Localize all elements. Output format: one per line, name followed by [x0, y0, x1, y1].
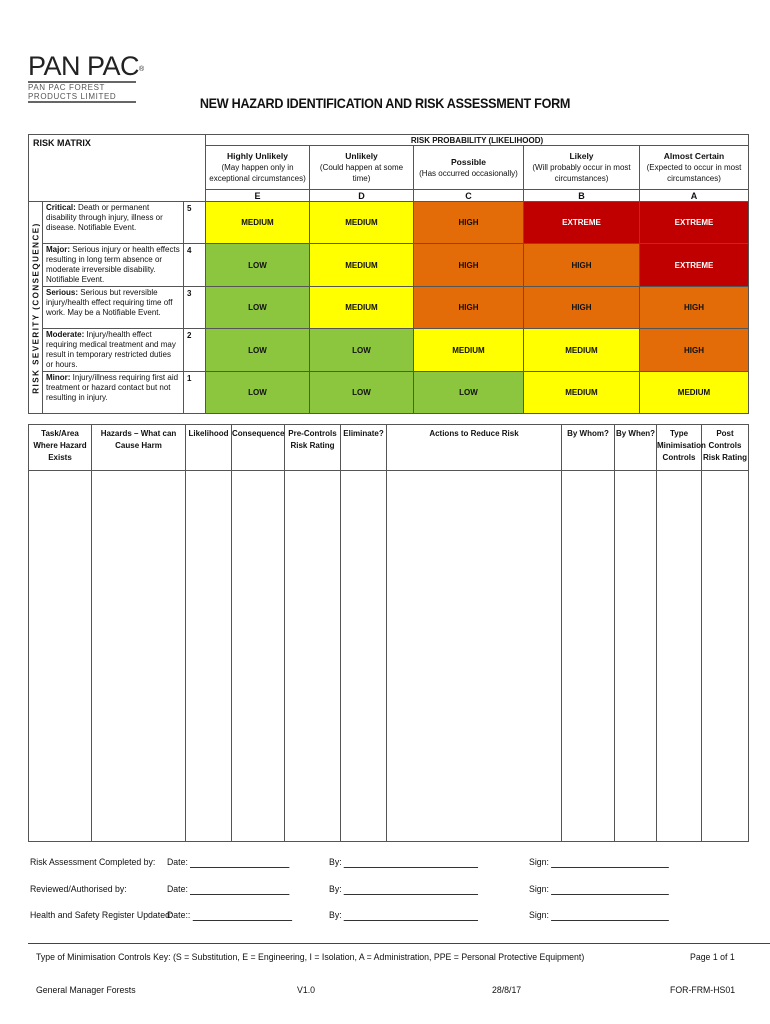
severity-text: Injury/health effect requiring medical treatment and may result in temporary restricted duties or hours.: [46, 330, 176, 369]
signoff-label: Health and Safety Register Updated:: [30, 910, 173, 921]
entry-cell[interactable]: [232, 471, 285, 842]
severity-number: 2: [184, 329, 206, 372]
severity-label: Moderate:: [46, 330, 85, 339]
entry-cell[interactable]: [186, 471, 232, 842]
likelihood-letter-C: C: [414, 190, 524, 202]
severity-text: Serious but reversible injury/health effect requiring time off work. May be a Notifiable Event.: [46, 288, 173, 317]
column-header: Consequence: [232, 425, 285, 471]
document-owner: General Manager Forests: [36, 985, 136, 996]
column-header: Task/Area Where Hazard Exists: [29, 425, 92, 471]
risk-cell: MEDIUM: [414, 329, 524, 372]
risk-cell: LOW: [206, 287, 310, 329]
risk-cell: MEDIUM: [206, 202, 310, 244]
likelihood-letter-B: B: [524, 190, 640, 202]
risk-cell: LOW: [414, 372, 524, 414]
severity-desc-5: [43, 202, 184, 244]
severity-number: 4: [184, 244, 206, 287]
severity-number: 3: [184, 287, 206, 329]
date-field[interactable]: Date:: [167, 857, 290, 868]
risk-cell: MEDIUM: [310, 287, 414, 329]
risk-cell: EXTREME: [640, 202, 749, 244]
severity-label: Serious:: [46, 288, 79, 297]
severity-label: Minor:: [46, 373, 71, 382]
likelihood-desc: (Expected to occur in most circumstances): [646, 163, 742, 183]
date-field[interactable]: Date:: [167, 884, 290, 895]
entry-cell[interactable]: [92, 471, 186, 842]
entry-cell[interactable]: [341, 471, 387, 842]
risk-cell: LOW: [310, 329, 414, 372]
company-logo: PAN PAC® PAN PAC FOREST PRODUCTS LIMITED: [28, 51, 144, 101]
entry-cell[interactable]: [29, 471, 92, 842]
by-field[interactable]: By:: [329, 884, 478, 895]
severity-number: 5: [184, 202, 206, 244]
risk-cell: MEDIUM: [524, 329, 640, 372]
document-date: 28/8/17: [492, 985, 522, 996]
severity-desc-4: [43, 244, 184, 287]
severity-text: Death or permanent disability through injury, illness or disease. Notifiable Event.: [46, 203, 163, 232]
risk-cell: HIGH: [640, 329, 749, 372]
risk-cell: MEDIUM: [640, 372, 749, 414]
column-header: Likelihood: [186, 425, 232, 471]
likelihood-header-C: [414, 146, 524, 190]
likelihood-name: Highly Unlikely: [227, 151, 288, 161]
column-header: By Whom?: [562, 425, 615, 471]
entry-cell[interactable]: [702, 471, 749, 842]
risk-cell: LOW: [206, 329, 310, 372]
likelihood-desc: (May happen only in exceptional circumstances): [209, 163, 306, 183]
risk-cell: LOW: [206, 372, 310, 414]
logo-tagline: PAN PAC FOREST PRODUCTS LIMITED: [28, 81, 136, 103]
severity-number: 1: [184, 372, 206, 414]
matrix-corner: RISK MATRIX: [29, 135, 206, 190]
risk-cell: MEDIUM: [310, 202, 414, 244]
risk-cell: LOW: [206, 244, 310, 287]
likelihood-header-B: [524, 146, 640, 190]
risk-cell: HIGH: [524, 244, 640, 287]
date-field[interactable]: Date::: [167, 910, 292, 921]
severity-label: Major:: [46, 245, 70, 254]
column-header: By When?: [615, 425, 657, 471]
hazard-table: [28, 424, 749, 842]
likelihood-name: Likely: [569, 151, 594, 161]
risk-cell: MEDIUM: [524, 372, 640, 414]
severity-header-text: RISK SEVERITY (CONSEQUENCE): [31, 221, 40, 394]
likelihood-name: Almost Certain: [663, 151, 725, 161]
page-number: Page 1 of 1: [690, 952, 735, 963]
entry-cell[interactable]: [285, 471, 341, 842]
risk-cell: HIGH: [414, 202, 524, 244]
severity-desc-3: [43, 287, 184, 329]
likelihood-letter-E: E: [206, 190, 310, 202]
risk-cell: HIGH: [640, 287, 749, 329]
signoff-label: Risk Assessment Completed by:: [30, 857, 156, 868]
document-version: V1.0: [297, 985, 315, 996]
by-field[interactable]: By:: [329, 857, 478, 868]
likelihood-header-D: [310, 146, 414, 190]
signoff-label: Reviewed/Authorised by:: [30, 884, 127, 895]
severity-desc-1: [43, 372, 184, 414]
likelihood-name: Unlikely: [345, 151, 378, 161]
entry-cell[interactable]: [615, 471, 657, 842]
severity-text: Injury/illness requiring first aid treatment or hazard contact but not resulting in injury.: [46, 373, 179, 402]
severity-desc-2: [43, 329, 184, 372]
column-header: Actions to Reduce Risk: [387, 425, 562, 471]
document-code: FOR-FRM-HS01: [670, 985, 736, 996]
likelihood-letter-A: A: [640, 190, 749, 202]
sign-field[interactable]: Sign:: [529, 857, 669, 868]
severity-header: [29, 202, 43, 414]
by-field[interactable]: By:: [329, 910, 478, 921]
risk-cell: LOW: [310, 372, 414, 414]
entry-cell[interactable]: [657, 471, 702, 842]
likelihood-desc: (Has occurred occasionally): [419, 168, 518, 178]
controls-key: Type of Minimisation Controls Key: (S = Substitution, E = Engineering, I = Isolation, A = Administration, PPE = Personal Protective Equipment): [36, 952, 585, 963]
likelihood-name: Possible: [451, 156, 486, 167]
risk-cell: HIGH: [414, 244, 524, 287]
column-header: Pre-Controls Risk Rating: [285, 425, 341, 471]
sign-field[interactable]: Sign:: [529, 884, 669, 895]
footer-divider: [28, 943, 770, 944]
column-header: Eliminate?: [341, 425, 387, 471]
form-title: NEW HAZARD IDENTIFICATION AND RISK ASSESSMENT FORM: [199, 95, 571, 111]
likelihood-header-A: [640, 146, 749, 190]
column-header: Hazards – What can Cause Harm: [92, 425, 186, 471]
entry-cell[interactable]: [387, 471, 562, 842]
risk-cell: EXTREME: [640, 244, 749, 287]
column-header: Type Minimisation Controls: [657, 425, 702, 471]
column-header: Post Controls Risk Rating: [702, 425, 749, 471]
risk-cell: HIGH: [524, 287, 640, 329]
probability-header: RISK PROBABILITY (LIKELIHOOD): [206, 135, 749, 146]
risk-cell: HIGH: [414, 287, 524, 329]
sign-field[interactable]: Sign:: [529, 910, 669, 921]
severity-text: Serious injury or health effects resulting in long term absence or moderate irreversible disability. Notifiable Event.: [46, 245, 180, 284]
likelihood-header-E: [206, 146, 310, 190]
severity-label: Critical:: [46, 203, 76, 212]
risk-cell: MEDIUM: [310, 244, 414, 287]
likelihood-desc: (Will probably occur in most circumstances): [532, 163, 631, 183]
logo-name: PAN PAC: [28, 51, 140, 81]
likelihood-desc: (Could happen at some time): [319, 163, 404, 183]
likelihood-letter-D: D: [310, 190, 414, 202]
entry-cell[interactable]: [562, 471, 615, 842]
risk-matrix: [28, 134, 749, 414]
risk-cell: EXTREME: [524, 202, 640, 244]
